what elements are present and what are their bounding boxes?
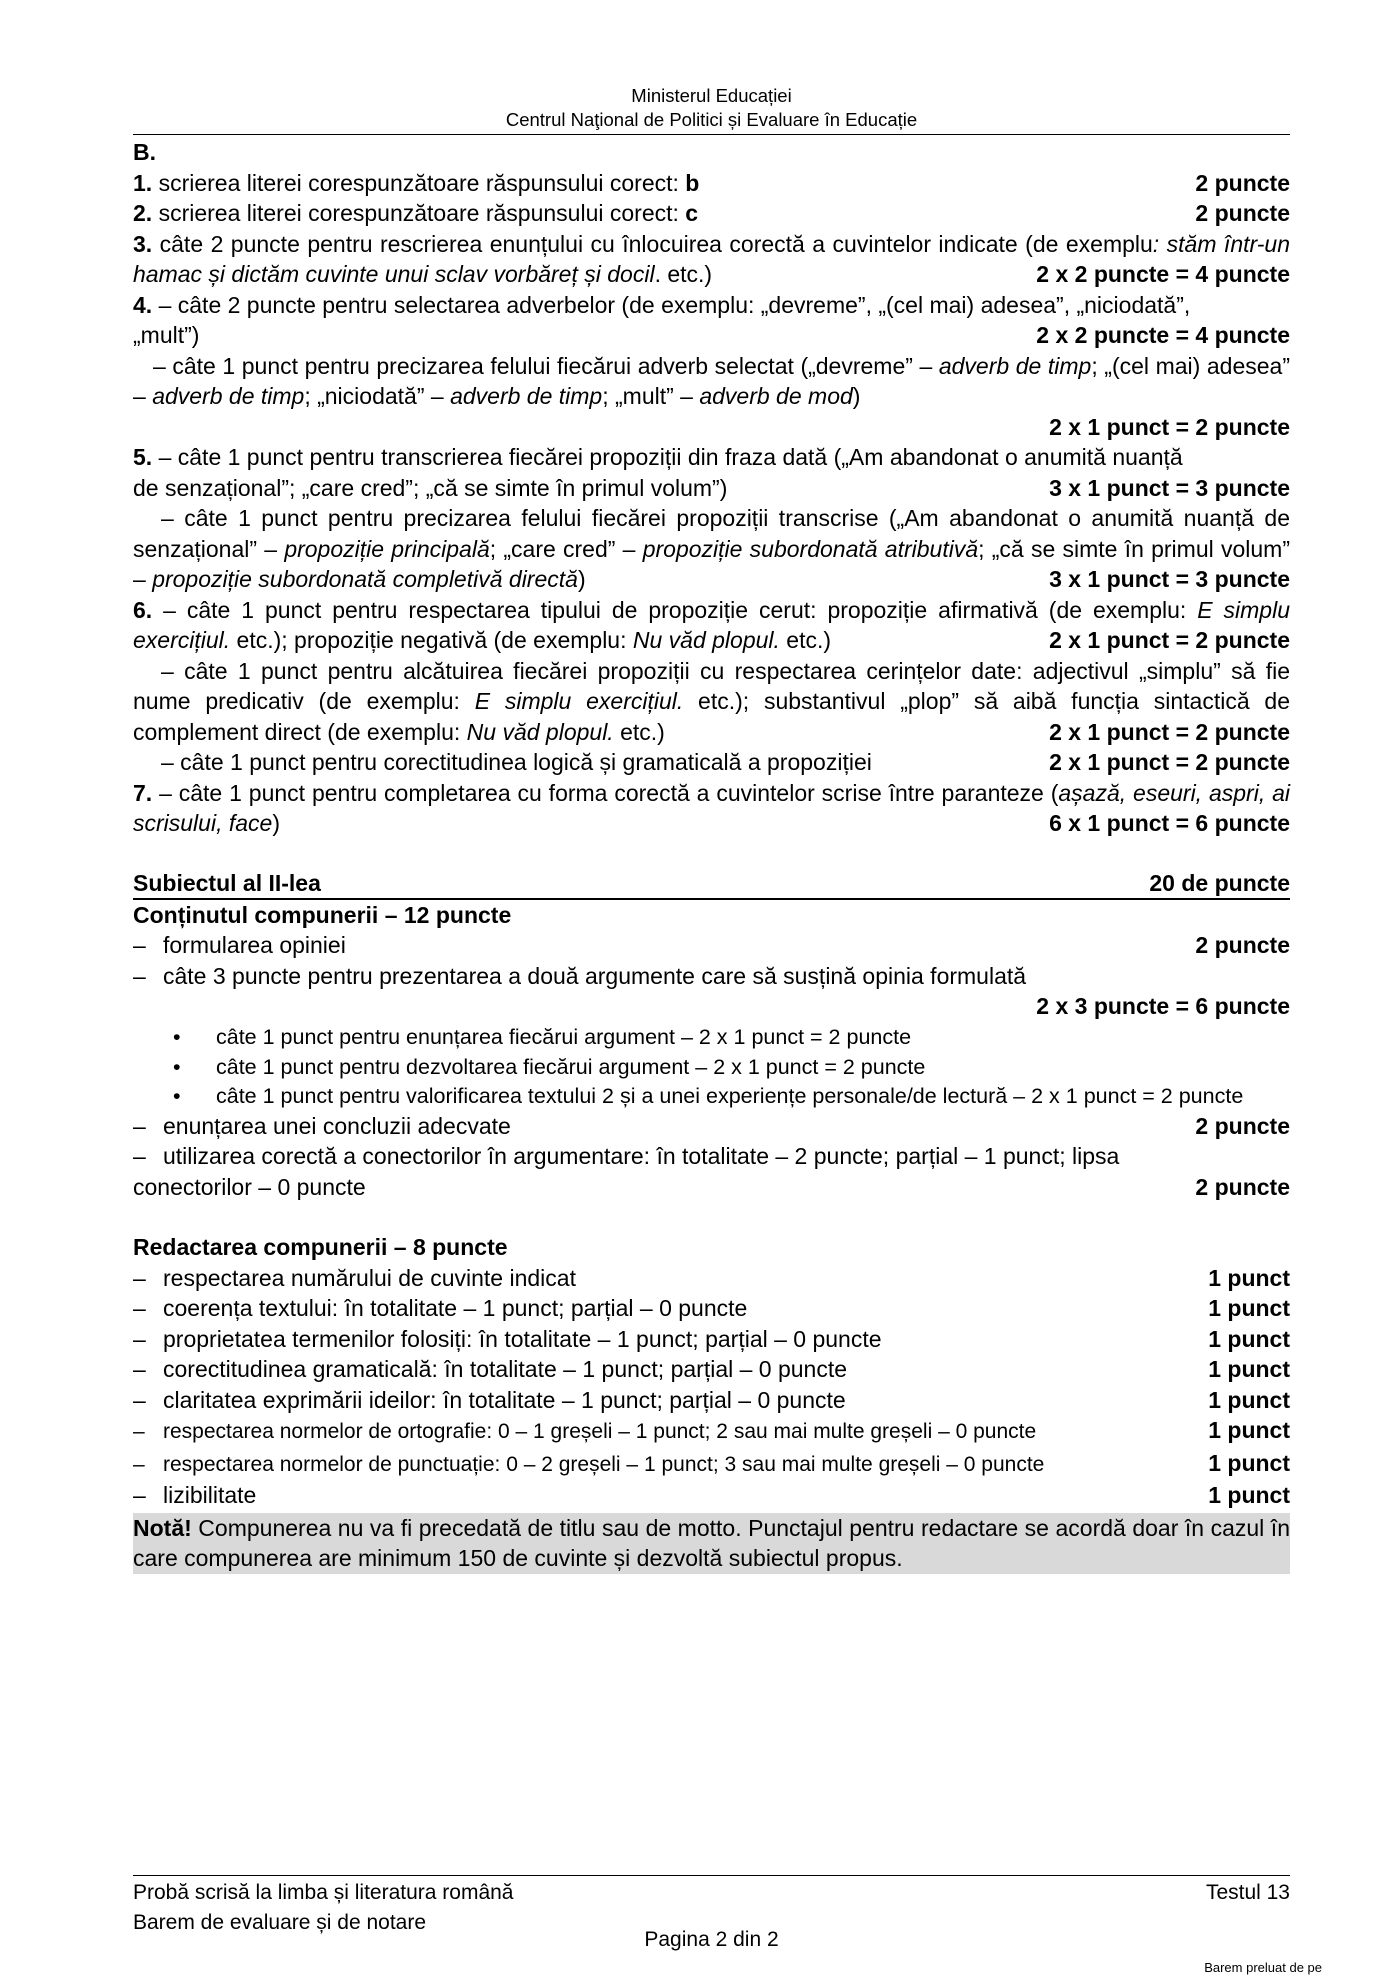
redactare-item: – respectarea normelor de ortografie: 0 – 1 greșeli – 1 punct; 2 sau mai multe greșeli – 0 puncte 1 punct: [133, 1417, 1290, 1443]
item-5-a-points: 3 x 1 punct = 3 puncte: [1049, 474, 1290, 501]
item-1-answer: b: [685, 169, 700, 196]
item-4-b: – câte 1 punct pentru precizarea felului fiecărui adverb selectat („devreme” – adverb de timp; „(cel mai) adesea” – adverb de timp; „niciodată” – adverb de timp; „mult” – adverb de mod): [133, 352, 1290, 409]
footer-barem: Barem de evaluare și de notare: [133, 1911, 427, 1934]
redactare-item: – claritatea exprimării ideilor: în totalitate – 1 punct; parțial – 0 puncte 1 punct: [133, 1386, 1290, 1413]
bullet-item: • câte 1 punct pentru dezvoltarea fiecărui argument – 2 x 1 punct = 2 puncte: [133, 1052, 1290, 1082]
footer-test: Testul 13: [1205, 1881, 1290, 1904]
item-4-a-text2: „mult”): [133, 322, 200, 348]
item-5-b: – câte 1 punct pentru precizarea felului fiecărei propoziții transcrise („Am abandonat o anumită nuanță de senzațional” – propoziție principală; „care cred” – propoziție subordonată atributivă; „că se simte în primul volum” – propoziție subordonată completivă directă) 3 x 1 punct = 3 puncte: [133, 503, 1290, 595]
item-7: 7. – câte 1 punct pentru completarea cu forma corectă a cuvintelor scrise între paranteze (așază, eseuri, aspri, ai scrisului, face) 6 x 1 punct = 6 puncte: [133, 778, 1290, 839]
continut-title: Conținutul compunerii – 12 puncte: [133, 901, 512, 928]
item-3-tail: . etc.): [654, 261, 713, 287]
header-rule: [133, 134, 1290, 135]
nota-text: Compunerea nu va fi precedată de titlu sau de motto. Punctajul pentru redactare se acordă doar în cazul în care compunerea are minimum 150 de cuvinte și dezvoltă subiectul propus.: [133, 1514, 1290, 1571]
header-ministry: Ministerul Educației: [631, 85, 792, 106]
item-6: [133, 595, 1290, 778]
item-2-num: 2.: [133, 200, 153, 226]
item-2-answer: c: [685, 200, 699, 226]
item-3-text: câte 2 puncte pentru rescrierea enunțului cu înlocuirea corectă a cuvintelor indicate (de exemplu: [152, 230, 1153, 257]
item-1-text: scrierea literei corespunzătoare răspunsului corect:: [152, 169, 686, 196]
item-6-a-points: 2 x 1 punct = 2 puncte: [1049, 627, 1290, 653]
nota-box: [133, 1513, 1290, 1574]
item-6-b-points: 2 x 1 punct = 2 puncte: [1049, 718, 1290, 745]
item-4-b-points: 2 x 1 punct = 2 puncte: [1049, 413, 1290, 440]
item-5-num: 5.: [133, 444, 153, 470]
item-4: [133, 290, 1290, 443]
subiect-2-points: 20 de puncte: [1149, 869, 1290, 896]
item-2: [133, 198, 1290, 229]
continut-item-2: – câte 3 puncte pentru prezentarea a două argumente care să susțină opinia formulată: [133, 962, 1027, 989]
item-3-num: 3.: [133, 230, 153, 257]
item-1-num: 1.: [133, 169, 153, 196]
item-1: [133, 168, 1290, 199]
item-4-a-points: 2 x 2 puncte = 4 puncte: [1036, 322, 1290, 348]
item-3-example: : stăm într-un hamac și dictăm cuvinte unui sclav vorbăreț și docil: [133, 230, 1290, 287]
item-4-a-text1: – câte 2 puncte pentru selectarea adverbelor (de exemplu: „devreme”, „(cel mai) adesea”, „niciodată”,: [152, 291, 1191, 318]
item-1-points: 2 puncte: [1195, 169, 1290, 196]
continut-item-4-cont: conectorilor – 0 puncte 2 puncte: [133, 1173, 1290, 1200]
item-2-text: scrierea literei corespunzătoare răspunsului corect:: [152, 200, 686, 226]
redactare-item: – proprietatea termenilor folosiți: în totalitate – 1 punct; parțial – 0 puncte 1 punct: [133, 1325, 1290, 1352]
item-5-a-text2: de senzațional”; „care cred”; „că se simte în primul volum”): [133, 474, 728, 501]
redactare-item: – coerența textului: în totalitate – 1 punct; parțial – 0 puncte 1 punct: [133, 1295, 1290, 1321]
continut-item-4: – utilizarea corectă a conectorilor în argumentare: în totalitate – 2 puncte; parțial – 1 punct; lipsa: [133, 1143, 1120, 1169]
item-4-num: 4.: [133, 291, 153, 318]
continut-item-1: – formularea opiniei 2 puncte: [133, 932, 1290, 958]
bullet-item: • câte 1 punct pentru valorificarea textului 2 și a unei experiențe personale/de lectură – 2 x 1 punct = 2 puncte: [133, 1082, 1290, 1111]
item-5: [133, 442, 1290, 595]
bullet-item: • câte 1 punct pentru enunțarea fiecărui argument – 2 x 1 punct = 2 puncte: [133, 1022, 1290, 1052]
item-6-c-text: – câte 1 punct pentru corectitudinea logică și gramaticală a propoziției: [161, 749, 872, 775]
footer-rule: [133, 1875, 1290, 1876]
item-5-b-points: 3 x 1 punct = 3 puncte: [1049, 566, 1290, 592]
document-body: [133, 137, 1290, 1574]
redactare-item: – corectitudinea gramaticală: în totalitate – 1 punct; parțial – 0 puncte 1 punct: [133, 1356, 1290, 1382]
item-6-b: – câte 1 punct pentru alcătuirea fiecărei propoziții cu respectarea cerințelor date: adjectivul „simplu” să fie nume predicativ (de exemplu: E simplu exercițiul. etc.); substantivul „plop” să aibă funcția sintactică de complement direct (de exemplu: Nu văd plopul. etc.) 2 x 1 punct = 2 puncte: [133, 656, 1290, 748]
nota-label: Notă!: [133, 1514, 192, 1541]
section-b-title: B.: [133, 139, 156, 165]
redactare-item: – lizibilitate 1 punct: [133, 1482, 1290, 1508]
redactare-title: Redactarea compunerii – 8 puncte: [133, 1234, 508, 1260]
item-3: [133, 229, 1290, 290]
item-6-a: 6. – câte 1 punct pentru respectarea tipului de propoziție cerut: propoziție afirmativă (de exemplu: E simplu exercițiul. etc.); propoziție negativă (de exemplu: Nu văd plopul. etc.) 2 x 1 punct = 2 puncte: [133, 595, 1290, 656]
continut-item-3: – enunțarea unei concluzii adecvate 2 puncte: [133, 1112, 1290, 1139]
subiect-2-heading: [133, 869, 1290, 900]
continut-item-2-points: 2 x 3 puncte = 6 puncte: [1036, 993, 1290, 1019]
bullet-icon: •: [173, 1024, 181, 1049]
redactare-item: – respectarea normelor de punctuație: 0 – 2 greșeli – 1 punct; 3 sau mai multe greșeli – 0 puncte 1 punct: [133, 1449, 1290, 1476]
page-number: Pagina 2 din 2: [644, 1928, 779, 1951]
redactare-item: – respectarea numărului de cuvinte indicat 1 punct: [133, 1264, 1290, 1291]
footer-exam: Probă scrisă la limba și literatura română: [133, 1881, 514, 1904]
bullet-icon: •: [173, 1054, 181, 1079]
bullet-icon: •: [173, 1083, 181, 1108]
item-6-c-points: 2 x 1 punct = 2 puncte: [1049, 749, 1290, 775]
header-center: Centrul Naţional de Politici și Evaluare în Educație: [505, 109, 918, 130]
item-7-points: 6 x 1 punct = 6 puncte: [1049, 810, 1290, 836]
subiect-2-title: Subiectul al II-lea: [133, 869, 321, 896]
item-5-a-text1: – câte 1 punct pentru transcrierea fiecărei propoziții din fraza dată („Am abandonat o anumită nuanță: [152, 444, 1183, 470]
item-2-points: 2 puncte: [1195, 200, 1290, 226]
source-note: Barem preluat de pe: [1204, 1960, 1322, 1975]
item-3-points: 2 x 2 puncte = 4 puncte: [1036, 261, 1290, 287]
